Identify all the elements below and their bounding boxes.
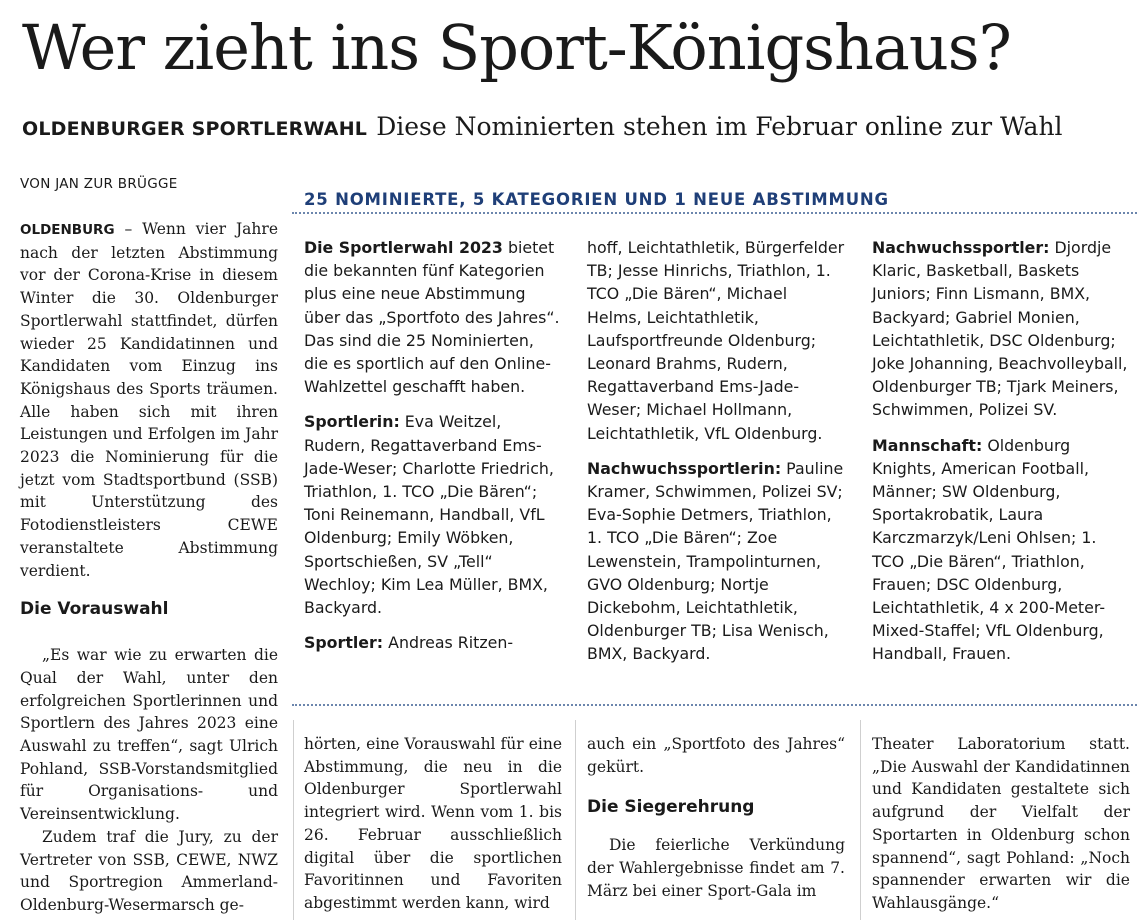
kicker: OLDENBURGER SPORTLERWAHL [22,118,368,140]
article-column-4 [872,733,1130,915]
column-divider [575,720,576,920]
info-box-top-rule [292,212,1137,214]
info-box-column-1 [304,236,562,654]
lead-text: – Wenn vier Jahre nach der letzten Abstimmung vor der Corona-Krise in diesem Winter die 30. Oldenburger Sportlerwahl stattfindet, dürfen wieder 25 Kandidatinnen und Kandidaten vom Einzug ins Königshaus des Sports träumen. Alle haben sich mit ihren Leistungen und Erfolgen im Jahr 2023 die Nominierung für die jetzt vom Stadtsportbund (SSB) mit Unterstützung des Fotodienstleisters CEWE veranstaltete Abstimmung verdient. [20,220,278,580]
quote-paragraph: „Es war wie zu erwarten die Qual der Wahl, unter den erfolgreichen Sportlerinnen und Sportlern des Jahres 2023 eine Auswahl zu treffen“, sagt Ulrich Pohland, SSB-Vorstandsmitglied für Organisations- und Vereinsentwicklung. [20,646,278,824]
byline: VON JAN ZUR BRÜGGE [20,176,178,192]
subhead-siegerehrung: Die Siegerehrung [587,797,755,818]
column-2-text: hörten, eine Vorauswahl für eine Abstimmung, die neu in die Oldenburger Sportlerwahl integriert wird. Wenn vom 1. bis 26. Februar ausschließlich digital über die sportlichen Favoritinnen und Favoriten abgestimmt werden kann, wird [304,735,562,912]
column-3-text: auch ein „Sportfoto des Jahres“ gekürt. [587,735,845,776]
article-column-3 [587,733,845,903]
lead-paragraph [20,218,278,582]
info-intro [304,236,562,398]
subhead-vorauswahl: Die Vorauswahl [20,599,169,620]
deck: Diese Nominierten stehen im Februar online zur Wahl [376,112,1063,141]
mannschaft-label: Mannschaft: [872,435,983,455]
sportler-text-start: Andreas Ritzen- [383,633,514,653]
category-nachwuchssportlerin [587,457,845,666]
info-box-title: 25 NOMINIERTE, 5 KATEGORIEN UND 1 NEUE ABSTIMMUNG [304,190,889,209]
subline [22,112,1142,141]
sportlerin-text: Eva Weitzel, Rudern, Regattaverband Ems-Jade-Weser; Charlotte Friedrich, Triathlon, 1. TCO „Die Bären“; Toni Reinemann, Handball, VfL Oldenburg; Emily Wöbken, Sportschießen, SV „Tell“ Wechloy; Kim Lea Müller, BMX, Backyard. [304,412,554,618]
sportler-label: Sportler: [304,633,384,653]
category-nachwuchssportler [872,236,1130,422]
info-intro-text: bietet die bekannten fünf Kategorien plus eine neue Abstimmung über das „Sportfoto des Jahres“. Das sind die 25 Nominierten, die es sportlich auf den Online-Wahlzettel geschafft haben. [304,238,560,397]
headline: Wer zieht ins Sport-Königshaus? [22,11,1011,84]
nachwuchssportlerin-text: Pauline Kramer, Schwimmen, Polizei SV; Eva-Sophie Detmers, Triathlon, 1. TCO „Die Bären“; Zoe Lewenstein, Trampolinturnen, GVO Oldenburg; Nortje Dickebohm, Leichtathletik, Oldenburger TB; Lisa Wenisch, BMX, Backyard. [587,458,844,664]
column-3-paragraph: Die feierliche Verkündung der Wahlergebnisse findet am 7. März bei einer Sport-Gala im [587,836,845,900]
nachwuchssportlerin-label: Nachwuchssportlerin: [587,458,782,478]
column-divider [860,720,861,920]
nachwuchssportler-text: Djordje Klaric, Basketball, Baskets Juniors; Finn Lismann, BMX, Backyard; Gabriel Monien, Leichtathletik, DSC Oldenburg; Joke Johanning, Beachvolleyball, Oldenburger TB; Tjark Meiners, Schwimmen, Polizei SV. [872,238,1128,420]
category-sportlerin [304,410,562,619]
sportler-continued: hoff, Leichtathletik, Bürgerfelder TB; Jesse Hinrichs, Triathlon, 1. TCO „Die Bären“, Michael Helms, Leichtathletik, Laufsportfreunde Oldenburg; Leonard Brahms, Rudern, Regattaverband Ems-Jade-Weser; Michael Hollmann, Leichtathletik, VfL Oldenburg. [587,238,845,443]
info-box-bottom-rule [292,704,1137,706]
info-intro-bold: Die Sportlerwahl 2023 [304,238,503,257]
info-box-column-2 [587,236,845,666]
article-column-left [20,218,278,917]
sportlerin-label: Sportlerin: [304,412,400,432]
article-column-2 [304,733,562,915]
jury-paragraph: Zudem traf die Jury, zu der Vertreter von SSB, CEWE, NWZ und Sportregion Ammerland-Oldenburg-Wesermarsch ge- [20,827,278,914]
nachwuchssportler-label: Nachwuchssportler: [872,238,1050,257]
category-mannschaft [872,434,1130,666]
mannschaft-text: Oldenburg Knights, American Football, Männer; SW Oldenburg, Sportakrobatik, Laura Karczmarzyk/Leni Ohlsen; 1. TCO „Die Bären“, Triathlon, Frauen; DSC Oldenburg, Leichtathletik, 4 x 200-Meter-Mixed-Staffel; VfL Oldenburg, Handball, Frauen. [872,435,1106,664]
info-box-column-3 [872,236,1130,666]
category-sportler [304,631,562,654]
column-divider [293,720,294,920]
column-4-text: Theater Laboratorium statt. „Die Auswahl der Kandidatinnen und Kandidaten gestaltete sich aufgrund der Vielfalt der Sportarten in Oldenburg schon spannend“, sagt Pohland: „Noch spannender erwarten wir die Wahlausgänge.“ [872,735,1130,912]
dateline: OLDENBURG [20,222,115,238]
